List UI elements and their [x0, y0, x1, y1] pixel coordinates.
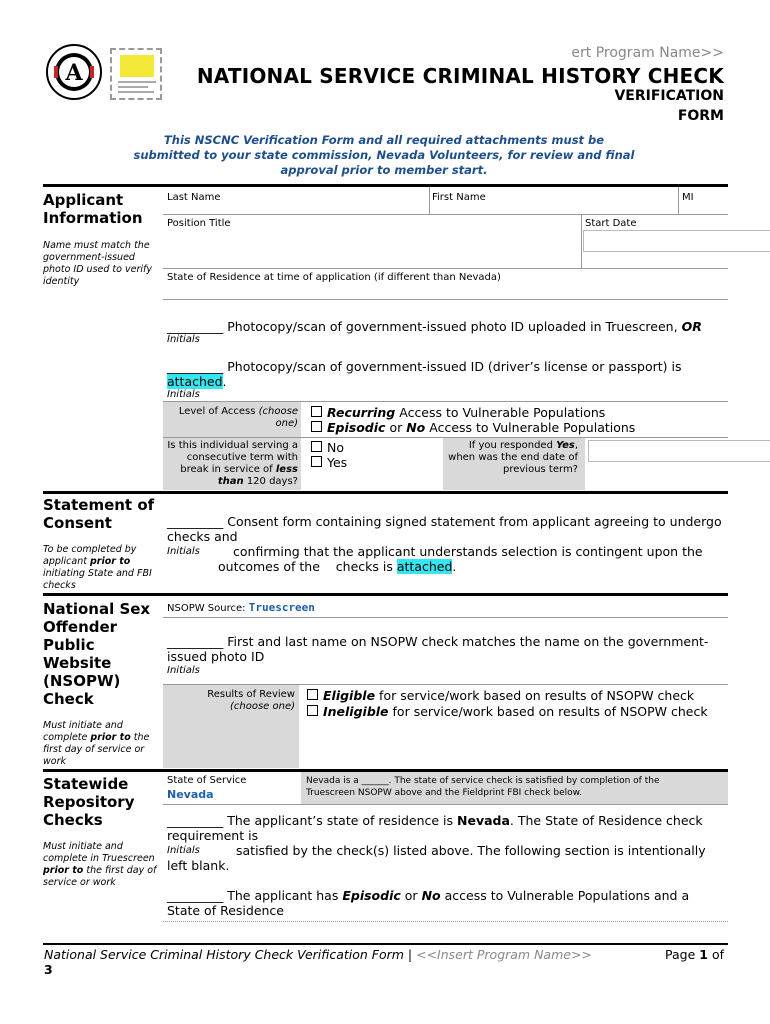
intro-notice: This NSCNC Verification Form and all required attachments must be submitted to your state commission, Nevada Volunteers, for review and final approval prior to member start.	[133, 133, 635, 177]
initials-blank[interactable]: _________	[167, 514, 224, 529]
initials-label: Initials	[167, 334, 200, 345]
checkbox[interactable]	[311, 406, 322, 417]
applicant-note: Name must match the government-issued photo ID used to verify identity	[43, 240, 152, 287]
svg-text:A: A	[65, 60, 83, 86]
page-number: Page 1 of	[665, 947, 724, 962]
residence-line2: requirement is	[167, 828, 259, 843]
recurring-option[interactable]: Recurring Access to Vulnerable Populations	[311, 405, 605, 420]
checkbox[interactable]	[307, 689, 318, 700]
state-of-service-label: State of Service	[167, 775, 247, 786]
residence-nevada-item: _________ The applicant’s state of residence is Nevada. The State of Residence check	[167, 813, 703, 828]
consecutive-yes-option[interactable]: Yes	[311, 455, 347, 470]
footer-divider	[43, 943, 728, 945]
consent-line3: confirming that the applicant understands selection is contingent upon the	[233, 544, 703, 559]
checkbox[interactable]	[311, 441, 322, 452]
cell-divider	[429, 187, 430, 214]
start-date-field[interactable]	[583, 230, 770, 252]
consecutive-no-option[interactable]: No	[311, 440, 344, 455]
checkbox[interactable]	[311, 421, 322, 432]
row-divider	[163, 804, 728, 805]
statewide-note: Must initiate and complete in Truescreen prior to the first day of service or work	[43, 841, 157, 888]
mi-label: MI	[682, 192, 694, 203]
initials-label: Initials	[167, 389, 200, 400]
nsopw-name-match-item: _________ First and last name on NSOPW check matches the name on the government-	[167, 634, 709, 649]
row-divider	[163, 921, 728, 922]
initials-label: Initials	[167, 665, 200, 676]
nevada-state-note: Nevada is a ______. The state of service check is satisfied by completion of the Truescreen NSOPW above and the Fieldprint FBI check below.	[306, 776, 660, 798]
level-access-label: Level of Access (choose one)	[178, 406, 298, 429]
results-review-label: Results of Review (choose one)	[207, 689, 295, 712]
initials-blank[interactable]: _________	[167, 319, 224, 334]
initials-blank[interactable]: _________	[167, 634, 224, 649]
episodic-option[interactable]: Episodic or No Access to Vulnerable Populations	[311, 420, 635, 435]
last-name-label: Last Name	[167, 192, 221, 203]
nsopw-line2: issued photo ID	[167, 649, 265, 664]
applicant-section-title: Applicant Information	[43, 191, 143, 227]
consent-section-title: Statement of Consent	[43, 496, 155, 532]
residence-line3: satisfied by the check(s) listed above. The following section is intentionally	[236, 843, 706, 858]
photo-attached-line2: attached.	[167, 374, 227, 389]
initials-label: Initials	[167, 845, 200, 856]
consent-line2: checks and	[167, 529, 238, 544]
end-date-field[interactable]	[588, 440, 770, 462]
initials-blank[interactable]: _________	[167, 359, 224, 374]
footer-text: National Service Criminal History Check Verification Form | <<Insert Program Name>>	[44, 947, 592, 962]
program-name-placeholder: ert Program Name>>	[571, 45, 724, 61]
row-divider	[163, 268, 728, 269]
form-title: NATIONAL SERVICE CRIMINAL HISTORY CHECK	[196, 64, 724, 88]
statewide-section-title: Statewide Repository Checks	[43, 775, 135, 829]
episodic-line2: State of Residence	[167, 903, 284, 918]
attached-highlight: attached	[396, 559, 453, 574]
episodic-residence-item: _________ The applicant has Episodic or No access to Vulnerable Populations and a	[167, 888, 690, 903]
residence-line4: left blank.	[167, 858, 230, 873]
state-residence-label: State of Residence at time of application (if different than Nevada)	[167, 272, 501, 283]
row-divider	[163, 299, 728, 300]
checkbox[interactable]	[307, 705, 318, 716]
initials-label: Initials	[167, 546, 200, 557]
nsopw-section-title: National Sex Offender Public Website (NSOPW) Check	[43, 600, 151, 708]
ineligible-option[interactable]: Ineligible for service/work based on results of NSOPW check	[307, 704, 708, 719]
start-date-label: Start Date	[585, 218, 637, 229]
cell-divider	[581, 214, 582, 268]
initials-blank[interactable]: _________	[167, 888, 224, 903]
row-divider	[163, 214, 728, 215]
section-divider	[43, 491, 728, 494]
nsopw-source: NSOPW Source: Truescreen	[167, 601, 315, 614]
row-divider	[163, 617, 728, 618]
footer-total-pages: 3	[44, 962, 53, 977]
form-subtitle-line1: VERIFICATION	[614, 88, 724, 104]
consent-line4: outcomes of the checks is attached.	[218, 559, 457, 574]
consecutive-term-label: Is this individual serving a consecutive term with break in service of less than 120 days?	[167, 440, 298, 487]
photo-upload-item: _________ Photocopy/scan of government-issued photo ID uploaded in Truescreen, OR	[167, 319, 702, 334]
cell-divider	[678, 187, 679, 214]
position-title-label: Position Title	[167, 218, 231, 229]
checkbox[interactable]	[311, 456, 322, 467]
form-subtitle-line2: FORM	[677, 108, 724, 124]
attached-highlight: attached	[167, 374, 223, 389]
consent-item: _________ Consent form containing signed statement from applicant agreeing to undergo	[167, 514, 722, 529]
consent-note: To be completed by applicant prior to initiating State and FBI checks	[43, 544, 152, 591]
americorps-nevada-logo	[46, 44, 102, 100]
initials-blank[interactable]: _________	[167, 813, 224, 828]
end-date-question: If you responded Yes, when was the end date of previous term?	[448, 440, 578, 475]
first-name-label: First Name	[432, 192, 486, 203]
section-divider	[43, 593, 728, 596]
section-divider	[43, 184, 728, 187]
program-logo-placeholder	[110, 48, 162, 100]
nsopw-note: Must initiate and complete prior to the first day of service or work	[43, 720, 150, 767]
eligible-option[interactable]: Eligible for service/work based on results of NSOPW check	[307, 688, 694, 703]
state-of-service-value: Nevada	[167, 788, 214, 801]
photo-attached-item: _________ Photocopy/scan of government-issued ID (driver’s license or passport) is	[167, 359, 682, 374]
